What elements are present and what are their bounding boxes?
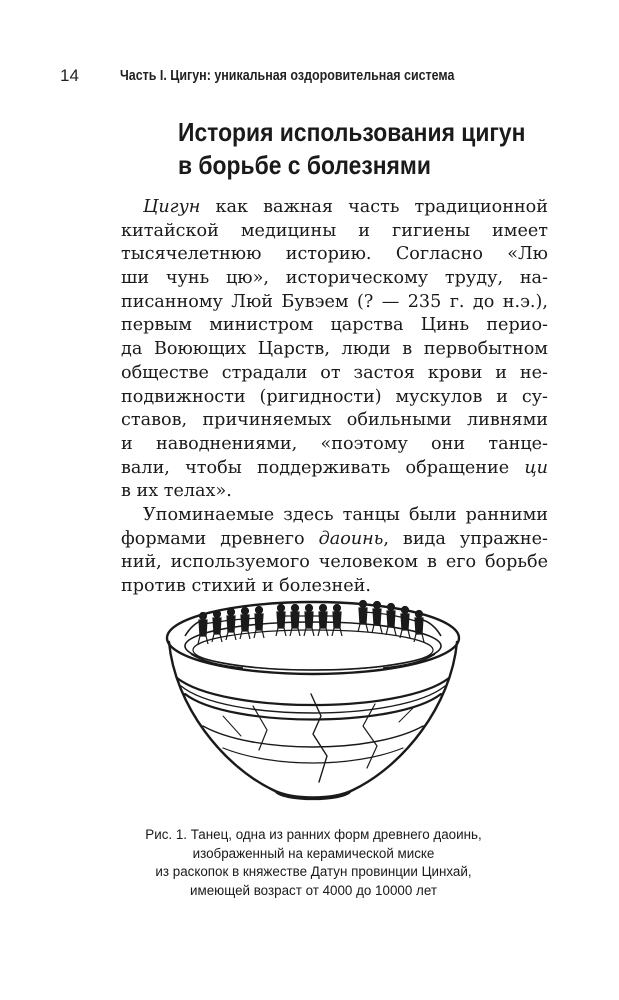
page-header	[60, 66, 580, 92]
italic-term: Цигун	[143, 197, 201, 217]
paragraph-1	[121, 196, 548, 504]
page-number: 14	[60, 66, 79, 85]
italic-term: ци	[524, 457, 548, 478]
paragraph-2	[121, 504, 548, 599]
caption-line: изображенный на керамической миске	[192, 845, 435, 861]
text-line: писанному Люй Бувэем (? — 235 г. до н.э.),	[121, 291, 548, 312]
italic-term: даоинь	[318, 528, 384, 549]
ceramic-bowl-dancers-illustration	[163, 596, 463, 810]
text-line: китайской медицины и гигиены имеет	[121, 220, 548, 241]
text-line: да Воюющих Царств, люди в первобытном	[121, 339, 548, 360]
text-line: обществе страдали от застоя крови и не-	[121, 362, 548, 383]
text-line: первым министром царства Цинь перио-	[121, 315, 548, 336]
section-title	[178, 116, 548, 182]
section-title-line-2: в борьбе с болезнями	[178, 150, 431, 180]
text-line: подвижности (ригидности) мускулов и су-	[121, 386, 548, 407]
text-line: Упоминаемые здесь танцы были ранними	[143, 504, 548, 525]
caption-line: Рис. 1. Танец, одна из ранних форм древнего даоинь,	[145, 827, 482, 842]
section-title-line-1: История использования цигун	[178, 117, 526, 147]
caption-line: имеющей возраст от 4000 до 10000 лет	[190, 882, 437, 898]
text-line: ний, используемого человеком в его борьбе	[121, 552, 548, 573]
body-text	[121, 196, 548, 599]
text-line: Цигун как важная часть традиционной	[143, 197, 548, 217]
text-line: и наводнениями, «поэтому они танце-	[121, 433, 548, 454]
text-line: ши чунь цю», историческому труду, на-	[121, 268, 548, 289]
caption-line: из раскопок в княжестве Датун провинции Цинхай,	[155, 864, 472, 880]
text-line: против стихий и болезней.	[121, 576, 371, 596]
text-line: формами древнего даоинь, вида упражне-	[121, 528, 548, 549]
text-line: в их телах».	[121, 481, 232, 502]
text-line: вали, чтобы поддерживать обращение ци	[121, 457, 548, 478]
text-line: ставов, причиняемых обильными ливнями	[121, 410, 548, 431]
figure-caption	[110, 826, 517, 900]
running-head: Часть I. Цигун: уникальная оздоровительная система	[120, 68, 455, 84]
text-line: тысячелетнюю историю. Согласно «Лю	[121, 244, 548, 265]
